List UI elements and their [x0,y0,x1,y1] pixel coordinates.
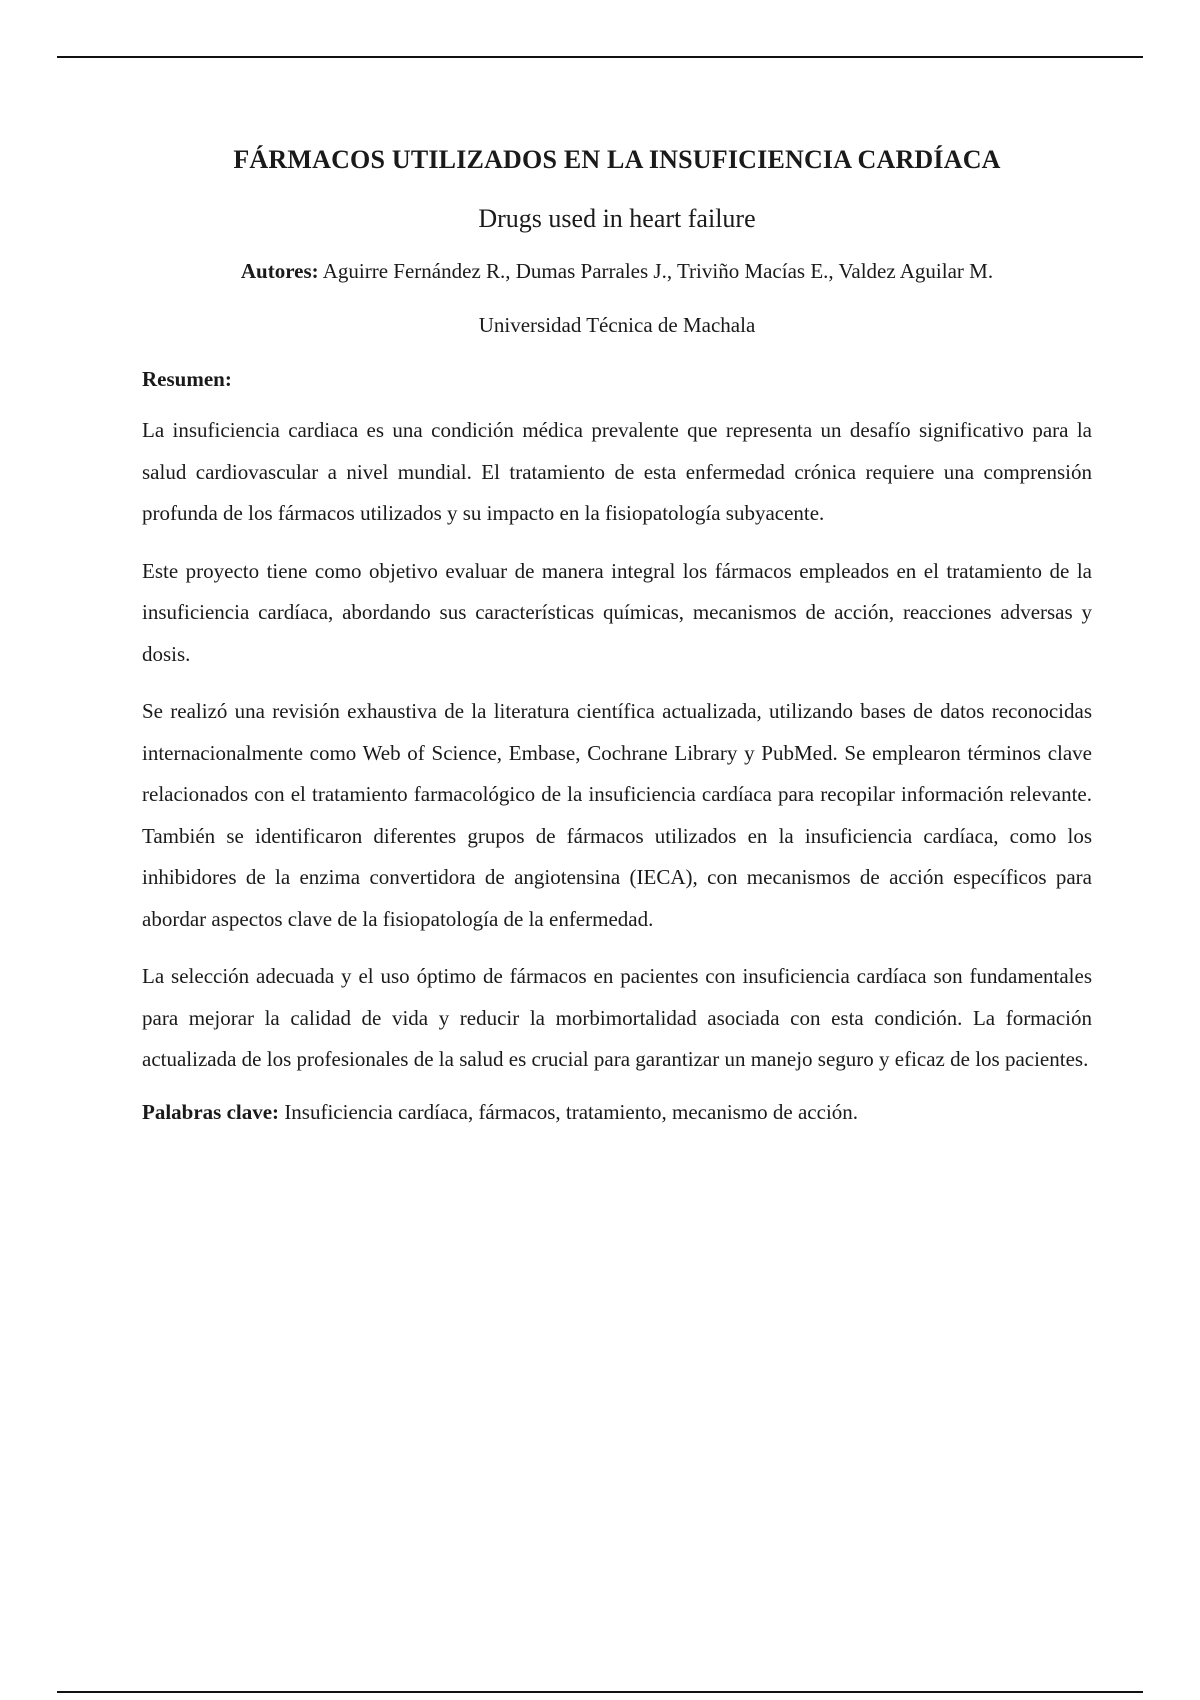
affiliation: Universidad Técnica de Machala [478,313,756,337]
authors-names: Aguirre Fernández R., Dumas Parrales J., Triviño Macías E., Valdez Aguilar M. [322,259,994,283]
keywords-label: Palabras clave: [142,1099,280,1124]
abstract-paragraph: Este proyecto tiene como objetivo evaluar de manera integral los fármacos empleados en el tratamiento de la insuficiencia cardíaca, abordando sus características químicas, mecanismos de acción, reacciones adversas y dosis. [142,558,1092,666]
paper-subtitle: Drugs used in heart failure [478,204,756,233]
keywords-text: Insuficiencia cardíaca, fármacos, tratamiento, mecanismo de acción. [284,1099,859,1124]
top-rule [57,56,1143,58]
abstract-paragraph: La selección adecuada y el uso óptimo de fármacos en pacientes con insuficiencia cardíaca son fundamentales para mejorar la calidad de vida y reducir la morbimortalidad asociada con esta condición. La formación actualizada de los profesionales de la salud es crucial para garantizar un manejo seguro y eficaz de los pacientes. [142,964,1092,1071]
authors-line [142,256,1092,286]
abstract-paragraph: Se realizó una revisión exhaustiva de la literatura científica actualizada, utilizando bases de datos reconocidas internacionalmente como Web of Science, Embase, Cochrane Library y PubMed. Se emplearon términos clave relacionados con el tratamiento farmacológico de la insuficiencia cardíaca para recopilar información relevante. También se identificaron diferentes grupos de fármacos utilizados en la insuficiencia cardíaca, como los inhibidores de la enzima convertidora de angiotensina (IECA), con mecanismos de acción específicos para abordar aspectos clave de la fisiopatología de la enfermedad. [142,699,1092,931]
paper-page [142,140,1092,1129]
abstract-heading: Resumen: [142,367,232,391]
bottom-rule [57,1691,1143,1693]
authors-label: Autores: [240,259,319,283]
paper-title: FÁRMACOS UTILIZADOS EN LA INSUFICIENCIA CARDÍACA [233,145,1001,174]
keywords-line [142,1095,1092,1129]
abstract-paragraph: La insuficiencia cardiaca es una condición médica prevalente que representa un desafío significativo para la salud cardiovascular a nivel mundial. El tratamiento de esta enfermedad crónica requiere una comprensión profunda de los fármacos utilizados y su impacto en la fisiopatología subyacente. [142,418,1092,525]
